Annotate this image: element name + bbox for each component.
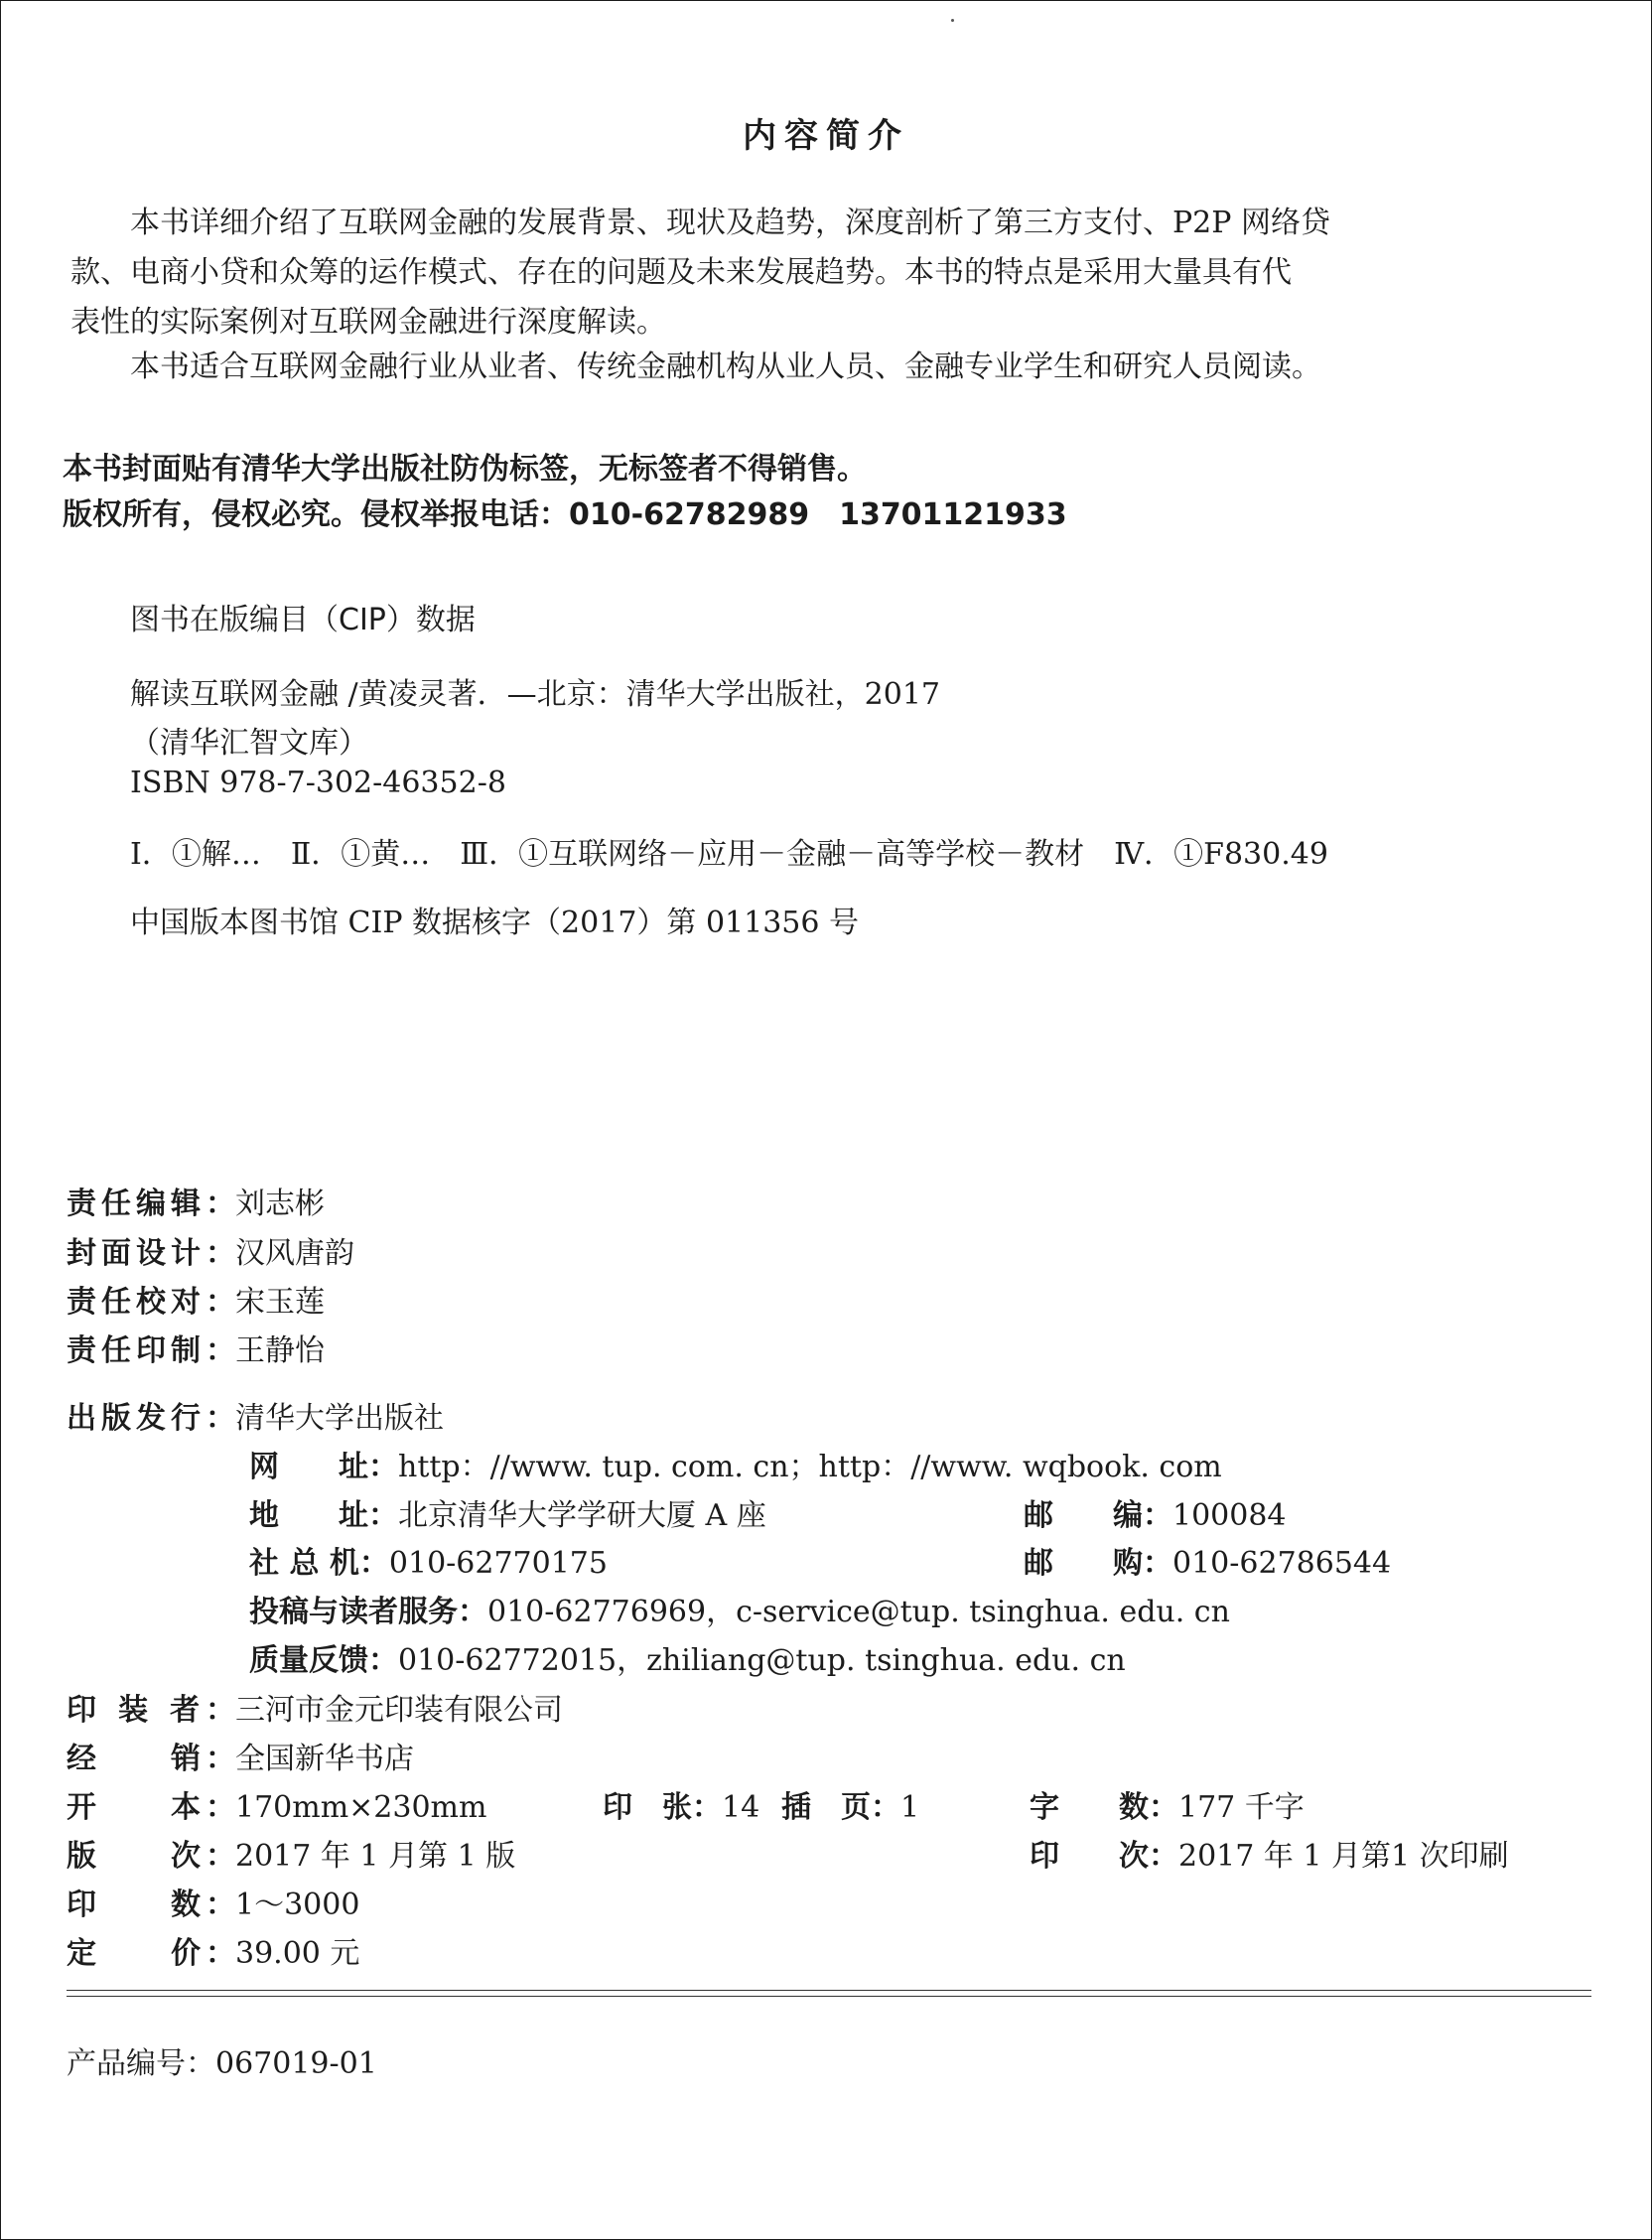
publisher-quality [249, 1635, 1126, 1679]
cip-line-2: （清华汇智文库） [130, 726, 368, 761]
label: 封面设计： [67, 1236, 235, 1271]
label: 网 址： [249, 1450, 398, 1484]
spec-distributor [67, 1734, 414, 1777]
credit-proof [67, 1277, 325, 1321]
page-title: 内容简介 [743, 116, 909, 156]
anti-counterfeit-notice: 本书封面贴有清华大学出版社防伪标签，无标签者不得销售。 [63, 452, 867, 487]
label: 印 张： [603, 1790, 722, 1825]
credit-print [67, 1326, 325, 1369]
spec-format [67, 1782, 486, 1826]
cip-line-1: 解读互联网金融 /黄凌灵著．—北京：清华大学出版社，2017 [130, 677, 940, 712]
label: 出版发行： [67, 1401, 235, 1436]
value: 1～3000 [235, 1888, 360, 1922]
value: 全国新华书店 [235, 1742, 414, 1776]
intro-line-2: 款、电商小贷和众筹的运作模式、存在的问题及未来发展趋势。本书的特点是采用大量具有代 [70, 255, 1292, 290]
spec-word-count [1030, 1782, 1305, 1826]
label: 产品编号： [67, 2046, 215, 2081]
value: 14 [722, 1790, 760, 1825]
spec-plates [781, 1782, 919, 1826]
label: 定 价： [67, 1936, 235, 1971]
spec-sheets [603, 1782, 759, 1826]
label: 质量反馈： [249, 1643, 398, 1678]
publisher-service [249, 1587, 1230, 1630]
value: 010-62772015，zhiliang@tup. tsinghua. edu. cn [398, 1643, 1126, 1678]
value: 100084 [1172, 1498, 1287, 1533]
divider-rule [67, 1990, 1591, 1991]
value: 北京清华大学学研大厦 A 座 [398, 1498, 766, 1533]
spec-quantity [67, 1880, 359, 1923]
publisher [67, 1393, 444, 1437]
product-code [67, 2038, 377, 2082]
intro-line-3: 表性的实际案例对互联网金融进行深度解读。 [70, 305, 666, 340]
label: 插 页： [781, 1790, 900, 1825]
label: 地 址： [249, 1498, 398, 1533]
cip-heading: 图书在版编目（CIP）数据 [130, 603, 476, 637]
value: 170mm×230mm [235, 1790, 487, 1825]
copyright-notice: 版权所有，侵权必究。侵权举报电话：010-62782989 13701121933 [63, 497, 1067, 532]
publisher-mail-order [1024, 1538, 1391, 1582]
label: 社 总 机： [249, 1546, 389, 1581]
publisher-web [249, 1442, 1222, 1485]
label: 邮 购： [1024, 1546, 1172, 1581]
spec-printer [67, 1685, 563, 1729]
intro-line-1: 本书详细介绍了互联网金融的发展背景、现状及趋势，深度剖析了第三方支付、P2P 网络贷 [130, 206, 1330, 240]
credit-editor [67, 1179, 325, 1222]
value: http：//www. tup. com. cn；http：//www. wqbook. com [398, 1450, 1222, 1484]
credit-cover [67, 1228, 354, 1272]
value: 清华大学出版社 [235, 1401, 444, 1436]
value: 刘志彬 [235, 1187, 325, 1221]
cip-isbn: ISBN 978-7-302-46352-8 [130, 766, 506, 800]
value: 010-62776969，c-service@tup. tsinghua. edu. cn [487, 1595, 1230, 1629]
value: 1 [900, 1790, 920, 1825]
value: 2017 年 1 月第1 次印刷 [1178, 1839, 1509, 1874]
label: 责任校对： [67, 1285, 235, 1320]
label: 责任编辑： [67, 1187, 235, 1221]
spec-price [67, 1928, 359, 1972]
cip-classification: Ⅰ．①解… Ⅱ．①黄… Ⅲ．①互联网络－应用－金融－高等学校－教材 Ⅳ．①F830.49 [130, 837, 1328, 872]
value: 王静怡 [235, 1333, 325, 1368]
label: 印 数： [67, 1888, 235, 1922]
divider-rule [67, 1996, 1591, 1997]
value: 010-62786544 [1172, 1546, 1392, 1581]
value: 宋玉莲 [235, 1285, 325, 1320]
label: 开 本： [67, 1790, 235, 1825]
scan-speck [951, 19, 954, 22]
label: 投稿与读者服务： [249, 1595, 487, 1629]
spec-edition [67, 1831, 515, 1875]
label: 印 次： [1030, 1839, 1178, 1874]
label: 经 销： [67, 1742, 235, 1776]
value: 汉风唐韵 [235, 1236, 354, 1271]
value: 010-62770175 [388, 1546, 608, 1581]
label: 字 数： [1030, 1790, 1178, 1825]
cip-record: 中国版本图书馆 CIP 数据核字（2017）第 011356 号 [130, 906, 860, 940]
label: 版 次： [67, 1839, 235, 1874]
value: 177 千字 [1178, 1790, 1305, 1825]
publisher-zip [1024, 1490, 1287, 1534]
label: 印 装 者： [67, 1693, 235, 1728]
value: 三河市金元印装有限公司 [235, 1693, 563, 1728]
intro-line-4: 本书适合互联网金融行业从业者、传统金融机构从业人员、金融专业学生和研究人员阅读。 [130, 350, 1321, 384]
value: 067019-01 [215, 2046, 377, 2081]
value: 39.00 元 [235, 1936, 360, 1971]
spec-printing [1030, 1831, 1509, 1875]
value: 2017 年 1 月第 1 版 [235, 1839, 516, 1874]
publisher-address [249, 1490, 766, 1534]
label: 责任印制： [67, 1333, 235, 1368]
label: 邮 编： [1024, 1498, 1172, 1533]
publisher-switchboard [249, 1538, 608, 1582]
